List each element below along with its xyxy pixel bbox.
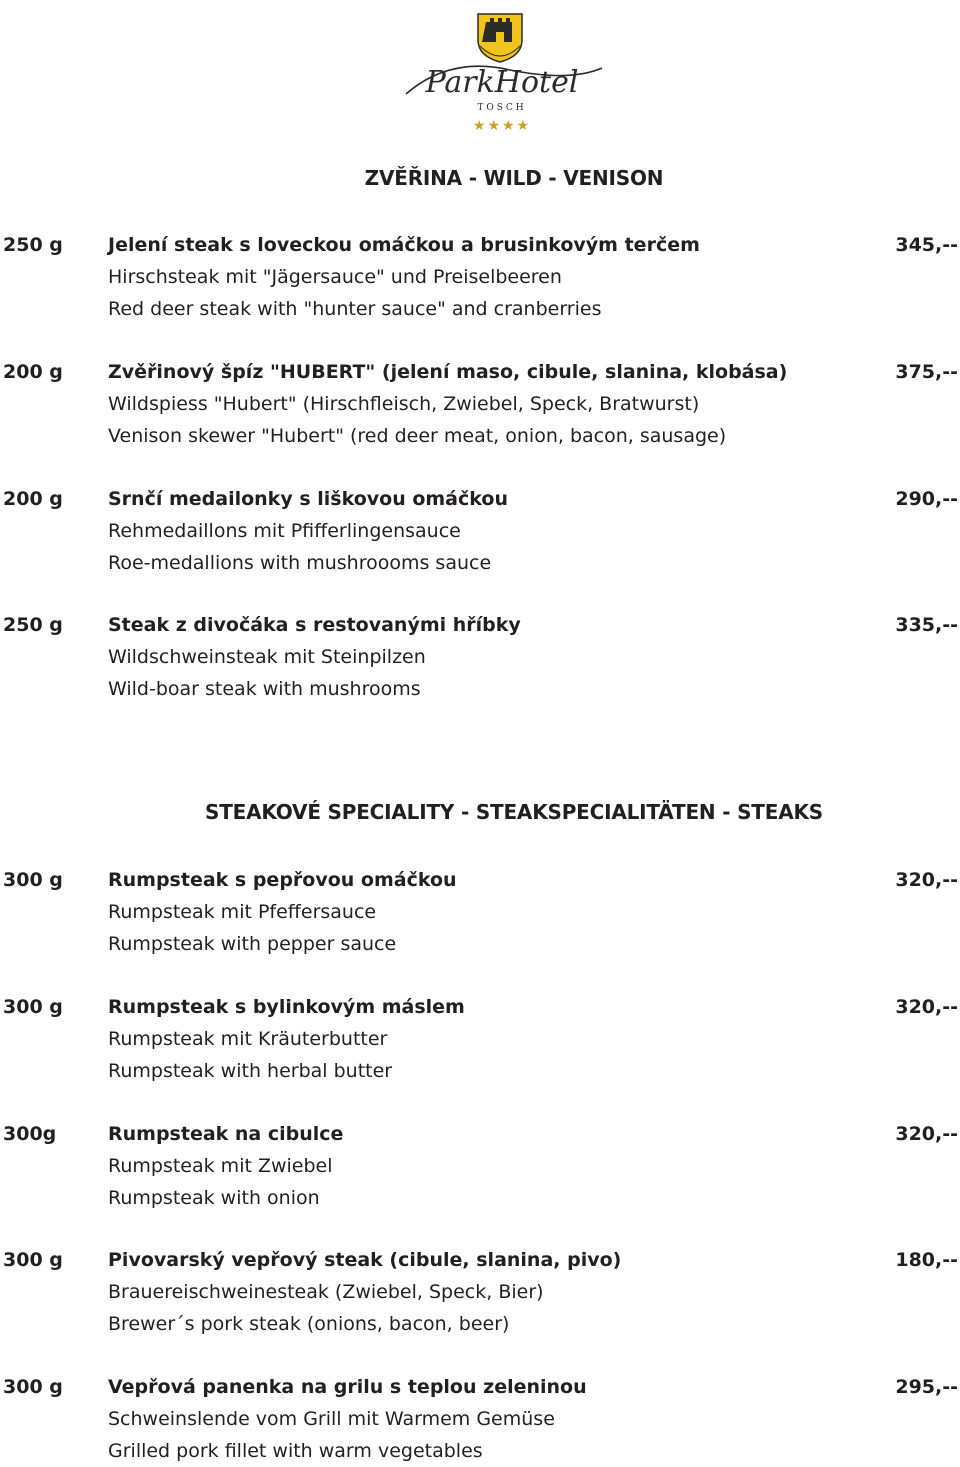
park-hotel-logo (390, 6, 610, 136)
item-weight: 200 g (3, 488, 63, 510)
item-name-en: Rumpsteak with herbal butter (108, 1060, 393, 1082)
logo-stars: ★★★★ (472, 118, 532, 134)
logo-subtext: TOSCH (477, 103, 527, 113)
item-price: 320,-- (895, 996, 958, 1018)
logo-wordmark: ParkHotel (425, 65, 579, 100)
item-name-cz: Rumpsteak s bylinkovým máslem (108, 996, 465, 1018)
item-name-en: Brewer´s pork steak (onions, bacon, beer) (108, 1313, 510, 1335)
section-title-venison: ZVĚŘINA - WILD - VENISON (364, 166, 664, 190)
item-weight: 300 g (3, 1376, 63, 1398)
item-name-de: Wildschweinsteak mit Steinpilzen (108, 646, 426, 668)
item-name-de: Rumpsteak mit Zwiebel (108, 1155, 333, 1177)
item-name-cz: Srnčí medailonky s liškovou omáčkou (108, 488, 508, 510)
menu-item (0, 356, 960, 452)
item-name-en: Venison skewer "Hubert" (red deer meat, onion, bacon, sausage) (108, 425, 727, 447)
item-name-en: Rumpsteak with pepper sauce (108, 933, 397, 955)
section-title-steaks: STEAKOVÉ SPECIALITY - STEAKSPECIALITÄTEN - STEAKS (205, 800, 823, 824)
item-name-de: Schweinslende vom Grill mit Warmem Gemüse (108, 1408, 555, 1430)
item-name-en: Wild-boar steak with mushrooms (108, 678, 421, 700)
item-price: 295,-- (895, 1376, 958, 1398)
item-price: 320,-- (895, 869, 958, 891)
item-price: 320,-- (895, 1123, 958, 1145)
item-weight: 250 g (3, 234, 63, 256)
item-weight: 300 g (3, 996, 63, 1018)
menu-item (0, 483, 960, 579)
item-name-cz: Pivovarský vepřový steak (cibule, slanina, pivo) (108, 1249, 622, 1271)
item-name-en: Grilled pork fillet with warm vegetables (108, 1440, 483, 1462)
item-price: 290,-- (895, 488, 958, 510)
item-name-cz: Rumpsteak na cibulce (108, 1123, 344, 1145)
menu-item (0, 609, 960, 705)
item-name-en: Roe-medallions with mushroooms sauce (108, 552, 492, 574)
item-name-de: Rehmedaillons mit Pfifferlingensauce (108, 520, 461, 542)
item-name-de: Wildspiess "Hubert" (Hirschfleisch, Zwiebel, Speck, Bratwurst) (108, 393, 700, 415)
item-name-de: Rumpsteak mit Pfeffersauce (108, 901, 377, 923)
menu-item (0, 991, 960, 1087)
item-name-de: Brauereischweinesteak (Zwiebel, Speck, Bier) (108, 1281, 544, 1303)
castle-crest-icon (478, 14, 522, 62)
item-weight: 250 g (3, 614, 63, 636)
item-weight: 200 g (3, 361, 63, 383)
item-weight: 300 g (3, 869, 63, 891)
item-name-cz: Vepřová panenka na grilu s teplou zeleninou (108, 1376, 587, 1398)
menu-item (0, 1118, 960, 1214)
item-price: 345,-- (895, 234, 958, 256)
item-price: 180,-- (895, 1249, 958, 1271)
menu-item (0, 864, 960, 960)
menu-item (0, 229, 960, 325)
item-name-cz: Rumpsteak s pepřovou omáčkou (108, 869, 457, 891)
item-price: 375,-- (895, 361, 958, 383)
item-name-cz: Zvěřinový špíz "HUBERT" (jelení maso, cibule, slanina, klobása) (108, 361, 788, 383)
item-weight: 300 g (3, 1249, 63, 1271)
item-name-de: Hirschsteak mit "Jägersauce" und Preiselbeeren (108, 266, 562, 288)
menu-item (0, 1244, 960, 1340)
menu-item (0, 1371, 960, 1467)
item-name-de: Rumpsteak mit Kräuterbutter (108, 1028, 388, 1050)
item-weight: 300g (3, 1123, 57, 1145)
item-name-en: Red deer steak with "hunter sauce" and cranberries (108, 298, 602, 320)
item-name-cz: Jelení steak s loveckou omáčkou a brusinkovým terčem (108, 234, 700, 256)
item-name-en: Rumpsteak with onion (108, 1187, 320, 1209)
item-name-cz: Steak z divočáka s restovanými hříbky (108, 614, 521, 636)
item-price: 335,-- (895, 614, 958, 636)
